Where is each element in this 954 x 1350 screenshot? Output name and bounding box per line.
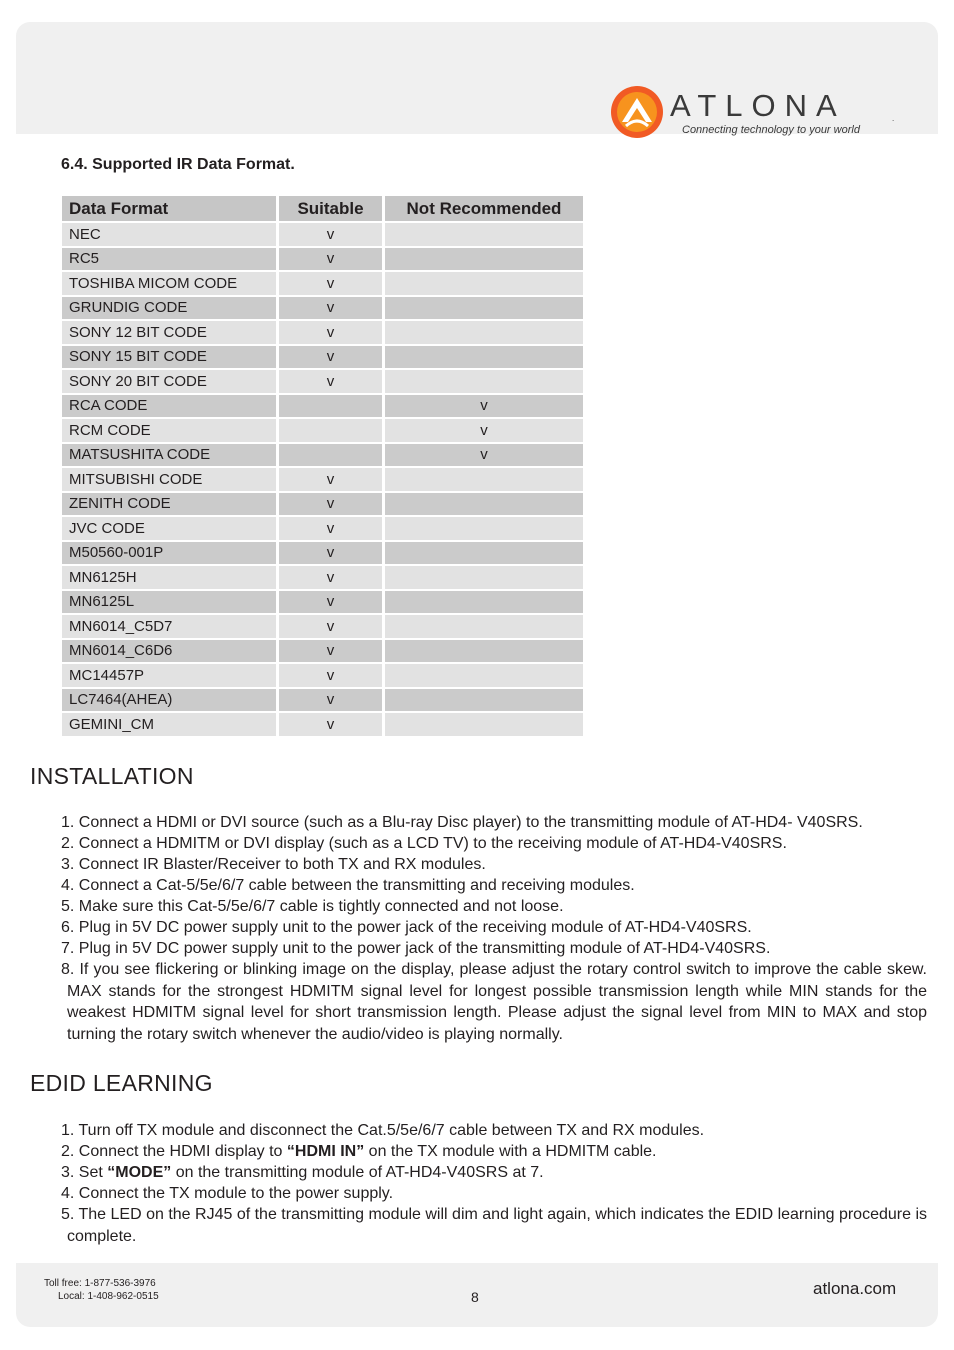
- cell-format: JVC CODE: [62, 517, 276, 540]
- page-footer: [16, 1263, 938, 1327]
- list-item: 5. The LED on the RJ45 of the transmitting module will dim and light again, which indicates the EDID learning procedure is complete.: [61, 1206, 927, 1245]
- list-item: 5. Make sure this Cat-5/5e/6/7 cable is tightly connected and not loose.: [61, 898, 564, 915]
- edid-steps: [61, 1120, 927, 1247]
- cell-format: RC5: [62, 248, 276, 271]
- cell-format: SONY 20 BIT CODE: [62, 370, 276, 393]
- table-row: [62, 664, 583, 687]
- list-item: 1. Connect a HDMI or DVI source (such as a Blu-ray Disc player) to the transmitting module of AT-HD4- V40SRS.: [61, 814, 863, 831]
- cell-suitable: v: [279, 370, 382, 393]
- cell-suitable: [279, 419, 382, 442]
- table-row: [62, 713, 583, 736]
- section-heading: 6.4. Supported IR Data Format.: [61, 156, 295, 173]
- cell-suitable: v: [279, 321, 382, 344]
- page-header: [16, 22, 938, 134]
- cell-not-recommended: [385, 297, 583, 320]
- column-header-data-format: Data Format: [62, 196, 276, 221]
- list-item: [61, 1162, 927, 1183]
- table-row: [62, 419, 583, 442]
- cell-format: M50560-001P: [62, 542, 276, 565]
- cell-format: MC14457P: [62, 664, 276, 687]
- cell-not-recommended: [385, 346, 583, 369]
- cell-not-recommended: [385, 640, 583, 663]
- step-text: 2. Connect the HDMI display to: [61, 1143, 287, 1160]
- table-header-row: [62, 196, 583, 221]
- table-row: [62, 223, 583, 246]
- step-text: on the transmitting module of AT-HD4-V40SRS at 7.: [171, 1164, 544, 1181]
- step-text: 3. Set: [61, 1164, 108, 1181]
- cell-format: SONY 15 BIT CODE: [62, 346, 276, 369]
- step-emphasis: “MODE”: [107, 1164, 172, 1181]
- cell-suitable: v: [279, 566, 382, 589]
- table-row: [62, 395, 583, 418]
- cell-suitable: v: [279, 346, 382, 369]
- brand-tagline: Connecting technology to your world: [682, 124, 860, 136]
- cell-not-recommended: [385, 664, 583, 687]
- cell-format: RCM CODE: [62, 419, 276, 442]
- table-row: [62, 444, 583, 467]
- column-header-not-recommended: Not Recommended: [385, 196, 583, 221]
- cell-format: MN6014_C6D6: [62, 640, 276, 663]
- cell-not-recommended: [385, 615, 583, 638]
- list-item: 1. Turn off TX module and disconnect the Cat.5/5e/6/7 cable between TX and RX modules.: [61, 1122, 705, 1139]
- table-row: [62, 493, 583, 516]
- installation-steps: [61, 812, 927, 1045]
- cell-not-recommended: [385, 542, 583, 565]
- cell-suitable: v: [279, 591, 382, 614]
- cell-not-recommended: [385, 272, 583, 295]
- cell-format: MATSUSHITA CODE: [62, 444, 276, 467]
- cell-format: GRUNDIG CODE: [62, 297, 276, 320]
- table-row: [62, 346, 583, 369]
- cell-suitable: v: [279, 542, 382, 565]
- cell-not-recommended: [385, 591, 583, 614]
- brand-dot: .: [892, 114, 895, 123]
- table-row: [62, 615, 583, 638]
- brand-name: ATLONA: [670, 88, 846, 123]
- cell-format: LC7464(AHEA): [62, 689, 276, 712]
- cell-suitable: v: [279, 223, 382, 246]
- cell-suitable: v: [279, 297, 382, 320]
- cell-not-recommended: [385, 370, 583, 393]
- cell-not-recommended: [385, 468, 583, 491]
- step-emphasis: “HDMI IN”: [286, 1143, 365, 1160]
- edid-learning-title: EDID LEARNING: [30, 1070, 213, 1096]
- cell-format: MITSUBISHI CODE: [62, 468, 276, 491]
- cell-format: SONY 12 BIT CODE: [62, 321, 276, 344]
- cell-not-recommended: [385, 223, 583, 246]
- cell-suitable: v: [279, 517, 382, 540]
- list-item: 4. Connect the TX module to the power supply.: [61, 1185, 394, 1202]
- cell-not-recommended: [385, 566, 583, 589]
- column-header-suitable: Suitable: [279, 196, 382, 221]
- table-row: [62, 591, 583, 614]
- cell-format: MN6125H: [62, 566, 276, 589]
- list-item: 7. Plug in 5V DC power supply unit to the power jack of the transmitting module of AT-HD4-V40SRS.: [61, 940, 771, 957]
- cell-suitable: v: [279, 468, 382, 491]
- cell-not-recommended: v: [385, 444, 583, 467]
- table-row: [62, 321, 583, 344]
- page-number: 8: [471, 1289, 479, 1305]
- table-row: [62, 566, 583, 589]
- table-row: [62, 370, 583, 393]
- cell-not-recommended: v: [385, 419, 583, 442]
- cell-format: RCA CODE: [62, 395, 276, 418]
- cell-suitable: [279, 395, 382, 418]
- website-link[interactable]: atlona.com: [813, 1279, 897, 1298]
- cell-suitable: v: [279, 248, 382, 271]
- table-row: [62, 542, 583, 565]
- cell-not-recommended: [385, 689, 583, 712]
- cell-not-recommended: [385, 321, 583, 344]
- table-row: [62, 297, 583, 320]
- list-item: 4. Connect a Cat-5/5e/6/7 cable between the transmitting and receiving modules.: [61, 877, 635, 894]
- cell-format: TOSHIBA MICOM CODE: [62, 272, 276, 295]
- cell-format: MN6125L: [62, 591, 276, 614]
- cell-not-recommended: [385, 493, 583, 516]
- toll-free-number: Toll free: 1-877-536-3976: [44, 1278, 156, 1289]
- cell-suitable: v: [279, 689, 382, 712]
- atlona-logo-icon: [608, 84, 666, 140]
- local-number: Local: 1-408-962-0515: [58, 1291, 159, 1302]
- list-item: 6. Plug in 5V DC power supply unit to the power jack of the receiving module of AT-HD4-V40SRS.: [61, 919, 752, 936]
- list-item: [61, 1141, 927, 1162]
- cell-not-recommended: [385, 517, 583, 540]
- list-item: 8. If you see flickering or blinking image on the display, please adjust the rotary control switch to improve the cable skew. MAX stands for the strongest HDMITM signal level for longest possible transmission length while MIN stands for the weakest HDMITM signal level for short transmission length. Please adjust the signal level from MIN to MAX and stop turning the rotary switch whenever the audio/video is playing normally.: [61, 961, 927, 1043]
- table-row: [62, 248, 583, 271]
- cell-suitable: v: [279, 493, 382, 516]
- cell-suitable: v: [279, 640, 382, 663]
- step-text: on the TX module with a HDMITM cable.: [364, 1143, 657, 1160]
- table-row: [62, 689, 583, 712]
- cell-suitable: v: [279, 272, 382, 295]
- cell-format: GEMINI_CM: [62, 713, 276, 736]
- cell-format: ZENITH CODE: [62, 493, 276, 516]
- cell-not-recommended: [385, 248, 583, 271]
- cell-suitable: v: [279, 615, 382, 638]
- cell-suitable: [279, 444, 382, 467]
- atlona-logo: [608, 84, 908, 144]
- table-row: [62, 272, 583, 295]
- cell-suitable: v: [279, 713, 382, 736]
- list-item: 3. Connect IR Blaster/Receiver to both TX and RX modules.: [61, 856, 486, 873]
- cell-format: MN6014_C5D7: [62, 615, 276, 638]
- table-row: [62, 640, 583, 663]
- list-item: 2. Connect a HDMITM or DVI display (such as a LCD TV) to the receiving module of AT-HD4-V40SRS.: [61, 835, 787, 852]
- table-row: [62, 517, 583, 540]
- cell-format: NEC: [62, 223, 276, 246]
- table-row: [62, 468, 583, 491]
- ir-format-table: [59, 194, 586, 738]
- cell-not-recommended: [385, 713, 583, 736]
- installation-title: INSTALLATION: [30, 763, 194, 789]
- cell-suitable: v: [279, 664, 382, 687]
- cell-not-recommended: v: [385, 395, 583, 418]
